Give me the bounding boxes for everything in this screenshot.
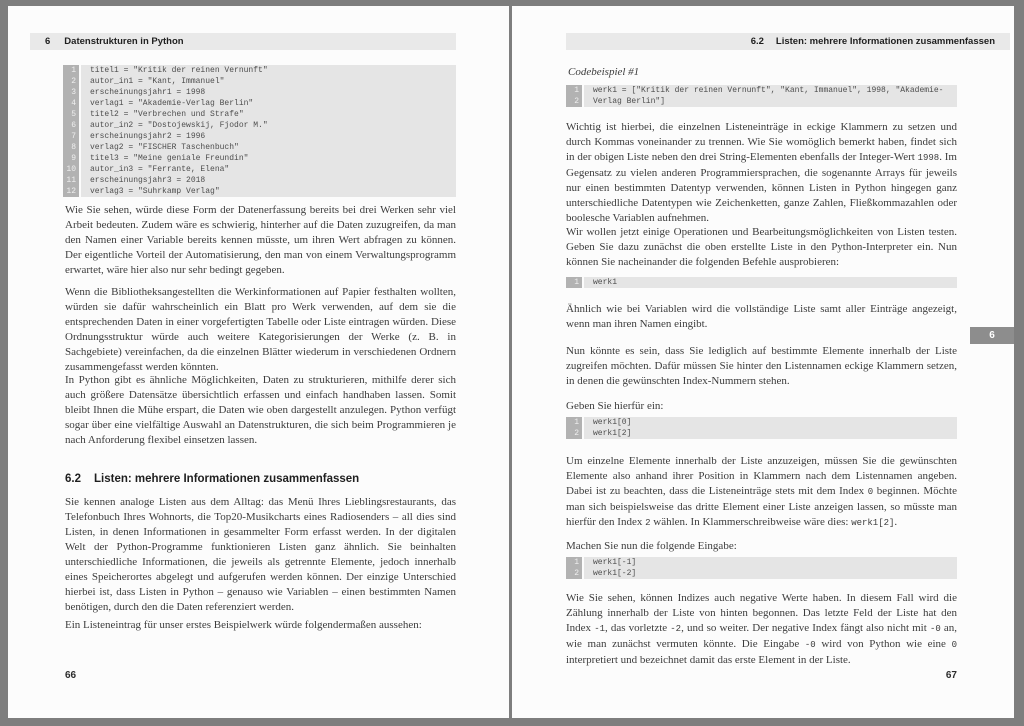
body-paragraph: Nun könnte es sein, dass Sie lediglich auf bestimmte Elemente innerhalb der Liste zugreifen möchten. Dafür müssen Sie hinter den Listennamen eckige Klammern setzen, in denen die gewünschten Index-Nummern stehen. [566, 345, 957, 387]
code-line-text: werk1 = ["Kritik der reinen Vernunft", "Kant, Immanuel", 1998, "Akademie- [584, 85, 957, 96]
code-line [63, 175, 456, 186]
body-paragraph: Ähnlich wie bei Variablen wird die vollständige Liste samt aller Einträge angezeigt, wenn man ihren Namen eingibt. [566, 303, 957, 330]
code-line-number: 2 [63, 76, 79, 87]
code-line [63, 65, 456, 76]
code-line-number: 1 [566, 277, 582, 288]
code-line-text: autor_in2 = "Dostojewskij, Fjodor M." [81, 120, 456, 131]
code-line [566, 568, 957, 579]
body-paragraph: Wenn die Bibliotheksangestellten die Werkinformationen auf Papier festhalten wollten, würden sie dafür wahrscheinlich ein Blatt pro Werk verwenden, auf dem sie die entsprechenden Daten in einer vorgefertigten Tabelle oder Liste eintragen würden. Diese Ordnungsstruktur würde auch weitere Kategorisierungen der Werke (z. B. in Sachgebiete) vereinfachen, da die einzelnen Blätter wiederum in verschiedenen Ordnern zusammengefasst werden könnten. [65, 286, 456, 373]
section-number: 6.2 [750, 36, 764, 47]
body-paragraph: Ein Listeneintrag für unser erstes Beispielwerk würde folgendermaßen aussehen: [65, 619, 422, 631]
code-line [63, 153, 456, 164]
code-line [63, 120, 456, 131]
code-line-number: 1 [566, 417, 582, 428]
code-line [63, 109, 456, 120]
code-line-number: 12 [63, 186, 79, 197]
code-line [63, 142, 456, 153]
body-paragraph: Wir wollen jetzt einige Operationen und Bearbeitungsmöglichkeiten von Listen testen. Geben Sie dazu zunächst die oben erstellte Liste in den Python-Interpreter ein. Nun können Sie nacheinander die folgenden Befehle ausprobieren: [566, 226, 957, 268]
body-paragraph: Geben Sie hierfür ein: [566, 400, 664, 412]
chapter-title: Datenstrukturen in Python [64, 36, 184, 47]
code-line-text: werk1[2] [584, 428, 957, 439]
code-block-werk1-definition [566, 85, 957, 107]
code-line [63, 98, 456, 109]
code-line-number: 10 [63, 164, 79, 175]
code-line [566, 96, 957, 107]
code-block-variables [63, 65, 456, 197]
code-line [566, 428, 957, 439]
code-block-werk1 [566, 277, 957, 288]
code-line-text: verlag3 = "Suhrkamp Verlag" [81, 186, 456, 197]
code-line-number: 1 [566, 85, 582, 96]
code-line [63, 87, 456, 98]
code-line-text: verlag2 = "FISCHER Taschenbuch" [81, 142, 456, 153]
body-paragraph: Machen Sie nun die folgende Eingabe: [566, 540, 737, 552]
page-left [8, 6, 509, 718]
code-block-index-access [566, 417, 957, 439]
running-header-right [566, 33, 1010, 50]
code-line-text: erscheinungsjahr1 = 1998 [81, 87, 456, 98]
code-line-text: titel3 = "Meine geniale Freundin" [81, 153, 456, 164]
code-line-number: 3 [63, 87, 79, 98]
code-line-text: werk1 [584, 277, 957, 288]
body-paragraph: Wichtig ist hierbei, die einzelnen Listeneinträge in eckige Klammern zu setzen und durch Kommas voneinander zu trennen. Wie Sie womöglich bemerkt haben, findet sich in der obigen Liste neben den drei String-Elementen ebenfalls der Integer-Wert 1998. Im Gegensatz zu vielen anderen Programmiersprachen, die sogenannte Arrays für jeweils nur einen bestimmten Datentyp verwenden, können Listen in Python hingegen ganz unterschiedliche Datentypen wie Zeichenketten, ganze Zahlen, Fließkommazahlen oder boolesche Variablen aufnehmen. [566, 121, 957, 224]
code-line-text: werk1[0] [584, 417, 957, 428]
body-paragraph: Wie Sie sehen, würde diese Form der Datenerfassung bereits bei drei Werken sehr viel Arbeit bedeuten. Zudem wäre es schwierig, hinterher auf die Daten zuzugreifen, da man den Namen einer Variable bereits kennen müsste, um ihren Wert abfragen zu können. Der eigentliche Vorteil der Automatisierung, den man von einem Verwaltungsprogramm erwartet, wäre hier also nur sehr bedingt gegeben. [65, 204, 456, 276]
body-paragraph: Um einzelne Elemente innerhalb der Liste anzuzeigen, müssen Sie die gewünschten Elemente also anhand ihrer Position in Klammern nach dem Listennamen angeben. Dabei ist zu beachten, dass die Listeneinträge stets mit dem Index 0 beginnen. Möchte man sich beispielsweise das dritte Element einer Liste anzeigen lassen, so müsste man hierfür den Index 2 wählen. In Klammerschreibweise wäre dies: werk1[2]. [566, 455, 957, 528]
code-line-text: titel2 = "Verbrechen und Strafe" [81, 109, 456, 120]
code-line-text: verlag1 = "Akademie-Verlag Berlin" [81, 98, 456, 109]
code-line [63, 186, 456, 197]
body-paragraph: In Python gibt es ähnliche Möglichkeiten, Daten zu strukturieren, mithilfe derer sich auch größere Datensätze übersichtlich erfassen und einfach handhaben lassen. Somit bleibt Ihnen die Mühe erspart, die Daten wie oben dargestellt anzulegen. Python verfügt sogar über eine vielfältige Auswahl an Datenstrukturen, die sich beim Programmieren je nach Anforderung flexibel einsetzen lassen. [65, 374, 456, 446]
code-line [63, 76, 456, 87]
code-line-number: 6 [63, 120, 79, 131]
code-line-number: 1 [566, 557, 582, 568]
code-line [566, 277, 957, 288]
body-paragraph: Wie Sie sehen, können Indizes auch negative Werte haben. In diesem Fall wird die Zählung innerhalb der Liste von hinten begonnen. Das letzte Feld der Liste hat den Index -1, das vorletzte -2, und so weiter. Der negative Index fängt also nicht mit -0 an, wie man zunächst vermuten könnte. Die Eingabe -0 wird von Python wie eine 0 interpretiert und bezeichnet damit das erste Element in der Liste. [566, 592, 958, 666]
code-line-number: 2 [566, 96, 582, 107]
code-line-text: titel1 = "Kritik der reinen Vernunft" [81, 65, 456, 76]
code-line-number: 2 [566, 428, 582, 439]
code-line-text: erscheinungsjahr2 = 1996 [81, 131, 456, 142]
code-line-text: autor_in3 = "Ferrante, Elena" [81, 164, 456, 175]
code-line-number: 8 [63, 142, 79, 153]
chapter-number: 6 [45, 36, 51, 47]
page-number-left: 66 [65, 670, 77, 681]
section-heading [65, 473, 456, 485]
section-number: 6.2 [65, 473, 81, 485]
code-line [63, 164, 456, 175]
code-line [566, 557, 957, 568]
code-line-number: 9 [63, 153, 79, 164]
code-line-number: 7 [63, 131, 79, 142]
code-line-number: 1 [63, 65, 79, 76]
code-line-text: werk1[-2] [584, 568, 957, 579]
section-title: Listen: mehrere Informationen zusammenfassen [94, 473, 360, 485]
code-block-negative-index [566, 557, 957, 579]
code-line-text: autor_in1 = "Kant, Immanuel" [81, 76, 456, 87]
running-header-left [30, 33, 456, 50]
code-caption: Codebeispiel #1 [568, 66, 640, 78]
page-number-right: 67 [945, 670, 957, 681]
code-line [566, 417, 957, 428]
code-line [566, 85, 957, 96]
section-title: Listen: mehrere Informationen zusammenfassen [775, 36, 995, 47]
body-paragraph: Sie kennen analoge Listen aus dem Alltag: das Menü Ihres Lieblingsrestaurants, das Telefonbuch Ihres Wohnorts, die Top20-Musikcharts eines Radiosenders – all dies sind Listen, in denen Informationen in gesammelter Form erfasst werden. In der digitalen Welt der Python-Programme funktionieren Listen ganz ähnlich. Sie beinhalten unterschiedliche Informationen, die jeweils als getrennte Elemente, jedoch innerhalb eines Speicherortes abgelegt und aufgerufen werden können. Der einzige Unterschied hierbei ist, dass Listen in Python – genauso wie Variablen – einen bestimmten Namen benötigen, durch den die Daten referenziert werden. [65, 496, 456, 613]
code-line-text: werk1[-1] [584, 557, 957, 568]
code-line-text: Verlag Berlin"] [584, 96, 957, 107]
code-line-number: 2 [566, 568, 582, 579]
code-line-number: 11 [63, 175, 79, 186]
code-line-number: 5 [63, 109, 79, 120]
code-line-text: erscheinungsjahr3 = 2018 [81, 175, 456, 186]
page-right [512, 6, 1014, 718]
code-line-number: 4 [63, 98, 79, 109]
chapter-tab: 6 [970, 327, 1014, 344]
code-line [63, 131, 456, 142]
